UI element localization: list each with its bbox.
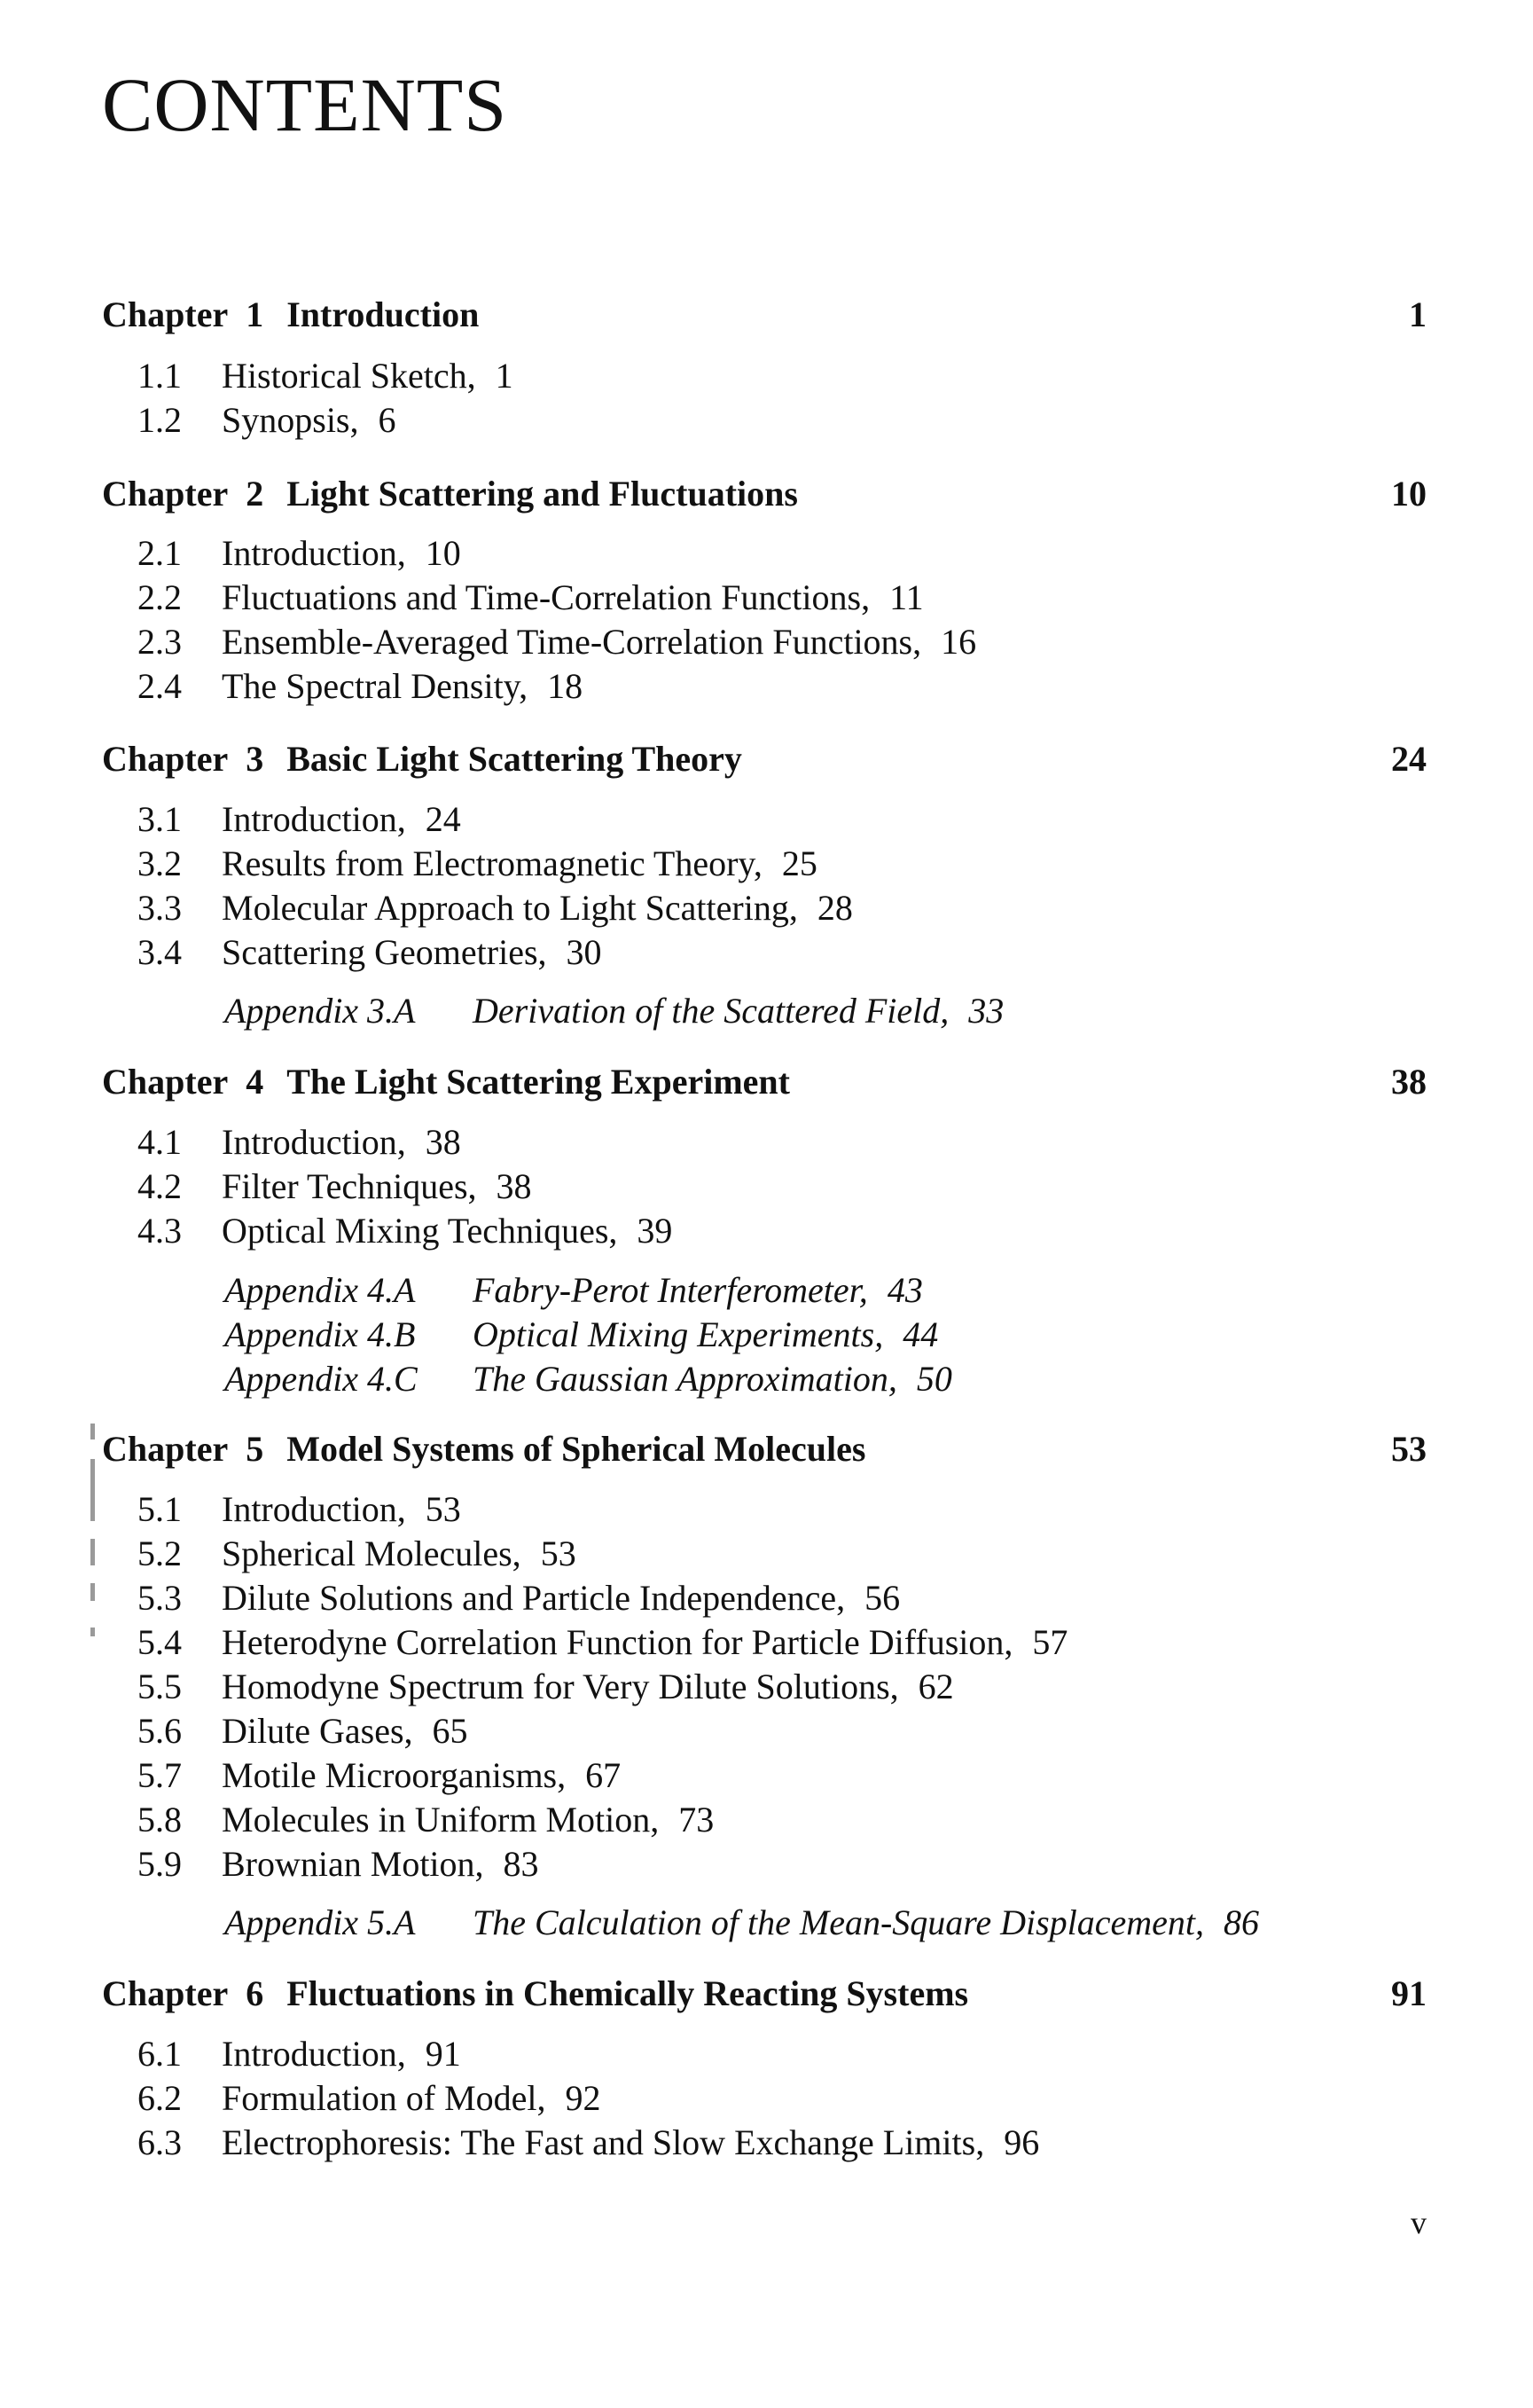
- appendix-label: Appendix 4.C: [224, 1359, 418, 1399]
- section-entry: [137, 666, 583, 706]
- section-title: Results from Electromagnetic Theory,: [222, 843, 763, 883]
- section-page: 30: [566, 932, 602, 972]
- section-page: 57: [1032, 1622, 1068, 1662]
- chapter-title: Fluctuations in Chemically Reacting Systems: [286, 1973, 969, 2013]
- chapter-number: 3: [246, 739, 264, 779]
- chapter-number: 6: [246, 1973, 264, 2013]
- chapter-number: 4: [246, 1062, 264, 1102]
- chapter-word: Chapter: [102, 739, 229, 779]
- chapter-title: Model Systems of Spherical Molecules: [286, 1429, 866, 1469]
- section-title: Spherical Molecules,: [222, 1533, 521, 1573]
- chapter-heading-4: [102, 1064, 1427, 1100]
- appendix-label: Appendix 5.A: [224, 1902, 416, 1942]
- page-title: CONTENTS: [102, 62, 508, 147]
- section-number: 2.1: [137, 533, 182, 573]
- section-entry: [137, 799, 461, 839]
- section-entry: [137, 2036, 461, 2072]
- section-title: Formulation of Model,: [222, 2078, 546, 2118]
- section-title: Fluctuations and Time-Correlation Functions,: [222, 577, 871, 617]
- appendix-label: Appendix 4.A: [224, 1270, 416, 1310]
- appendix-page: 86: [1224, 1902, 1260, 1942]
- section-title: Ensemble-Averaged Time-Correlation Functions,: [222, 622, 922, 662]
- section-entry: [137, 932, 602, 972]
- section-number: 2.3: [137, 622, 182, 662]
- section-number: 5.4: [137, 1622, 182, 1662]
- section-page: 11: [889, 577, 924, 617]
- section-entry: [137, 1669, 954, 1705]
- section-page: 16: [941, 622, 977, 662]
- section-entry: [137, 1802, 714, 1838]
- section-title: Molecular Approach to Light Scattering,: [222, 888, 798, 928]
- section-page: 91: [425, 2034, 461, 2074]
- section-number: 6.3: [137, 2122, 182, 2162]
- appendix-title: Derivation of the Scattered Field,: [473, 991, 950, 1031]
- appendix-title: The Calculation of the Mean-Square Displacement,: [473, 1902, 1205, 1942]
- section-title: Introduction,: [222, 1489, 406, 1529]
- chapter-word: Chapter: [102, 294, 229, 334]
- chapter-word: Chapter: [102, 1429, 229, 1469]
- section-entry: [137, 1166, 532, 1206]
- section-number: 3.2: [137, 843, 182, 883]
- section-page: 53: [540, 1533, 576, 1573]
- appendix-entry: [224, 1361, 952, 1397]
- section-number: 5.2: [137, 1533, 182, 1573]
- appendix-page: 44: [903, 1314, 939, 1354]
- chapter-page: 53: [1391, 1429, 1427, 1469]
- section-page: 24: [425, 799, 461, 839]
- section-entry: [137, 1844, 539, 1884]
- appendix-title: The Gaussian Approximation,: [473, 1359, 897, 1399]
- section-number: 4.3: [137, 1211, 182, 1251]
- section-number: 5.6: [137, 1711, 182, 1751]
- section-page: 38: [425, 1122, 461, 1162]
- section-number: 5.7: [137, 1755, 182, 1795]
- section-number: 1.2: [137, 400, 182, 440]
- chapter-title: Introduction: [286, 294, 480, 334]
- appendix-entry: [224, 993, 1004, 1029]
- section-page: 83: [503, 1844, 539, 1884]
- section-page: 1: [495, 356, 513, 396]
- chapter-title: The Light Scattering Experiment: [286, 1062, 790, 1102]
- section-title: Introduction,: [222, 533, 406, 573]
- chapter-title: Light Scattering and Fluctuations: [286, 474, 798, 514]
- section-title: Molecules in Uniform Motion,: [222, 1800, 660, 1839]
- section-page: 67: [585, 1755, 622, 1795]
- section-title: Synopsis,: [222, 400, 359, 440]
- appendix-page: 50: [916, 1359, 952, 1399]
- section-entry: [137, 1489, 461, 1529]
- section-title: Heterodyne Correlation Function for Particle Diffusion,: [222, 1622, 1013, 1662]
- section-number: 6.2: [137, 2078, 182, 2118]
- chapter-heading-5: [102, 1431, 1427, 1467]
- section-entry: [137, 2122, 1040, 2162]
- section-number: 3.3: [137, 888, 182, 928]
- section-page: 38: [496, 1166, 532, 1206]
- chapter-number: 2: [246, 474, 264, 514]
- section-entry: [137, 624, 976, 660]
- section-page: 56: [864, 1578, 901, 1618]
- chapter-heading-6: [102, 1973, 1427, 2013]
- appendix-title: Fabry-Perot Interferometer,: [473, 1270, 868, 1310]
- section-entry: [137, 843, 817, 883]
- section-page: 92: [565, 2078, 601, 2118]
- section-title: Brownian Motion,: [222, 1844, 484, 1884]
- section-title: Motile Microorganisms,: [222, 1755, 567, 1795]
- section-number: 3.1: [137, 799, 182, 839]
- page-number: v: [1411, 2205, 1427, 2240]
- chapter-number: 5: [246, 1429, 264, 1469]
- chapter-heading-1: [102, 294, 1427, 334]
- section-title: Electrophoresis: The Fast and Slow Exchange Limits,: [222, 2122, 985, 2162]
- section-entry: [137, 577, 924, 617]
- section-number: 2.4: [137, 666, 182, 706]
- section-page: 28: [817, 888, 853, 928]
- section-entry: [137, 1711, 468, 1751]
- section-page: 39: [637, 1211, 673, 1251]
- section-page: 53: [425, 1489, 461, 1529]
- chapter-word: Chapter: [102, 474, 229, 514]
- section-number: 5.3: [137, 1578, 182, 1618]
- section-page: 65: [432, 1711, 468, 1751]
- appendix-label: Appendix 3.A: [224, 991, 416, 1031]
- section-number: 2.2: [137, 577, 182, 617]
- appendix-page: 43: [887, 1270, 923, 1310]
- section-number: 4.1: [137, 1122, 182, 1162]
- section-number: 6.1: [137, 2034, 182, 2074]
- section-title: Filter Techniques,: [222, 1166, 477, 1206]
- section-entry: [137, 358, 513, 394]
- section-page: 6: [378, 400, 396, 440]
- section-title: Homodyne Spectrum for Very Dilute Solutions,: [222, 1667, 899, 1706]
- section-number: 5.1: [137, 1489, 182, 1529]
- section-entry: [137, 1622, 1068, 1662]
- section-entry: [137, 1580, 900, 1616]
- appendix-entry: [224, 1270, 923, 1310]
- appendix-label: Appendix 4.B: [224, 1314, 416, 1354]
- section-title: The Spectral Density,: [222, 666, 528, 706]
- section-title: Dilute Solutions and Particle Independence,: [222, 1578, 846, 1618]
- section-entry: [137, 890, 853, 926]
- chapter-heading-3: [102, 741, 1427, 777]
- section-page: 73: [678, 1800, 715, 1839]
- section-number: 3.4: [137, 932, 182, 972]
- appendix-entry: [224, 1902, 1260, 1942]
- section-title: Historical Sketch,: [222, 356, 476, 396]
- section-entry: [137, 1755, 622, 1795]
- section-title: Scattering Geometries,: [222, 932, 547, 972]
- section-title: Introduction,: [222, 1122, 406, 1162]
- section-title: Optical Mixing Techniques,: [222, 1211, 618, 1251]
- section-page: 25: [781, 843, 817, 883]
- section-entry: [137, 1213, 672, 1249]
- section-entry: [137, 1533, 576, 1573]
- section-page: 10: [425, 533, 461, 573]
- section-title: Dilute Gases,: [222, 1711, 413, 1751]
- section-entry: [137, 1122, 461, 1162]
- section-number: 1.1: [137, 356, 182, 396]
- section-entry: [137, 400, 396, 440]
- chapter-page: 91: [1391, 1973, 1427, 2013]
- section-number: 4.2: [137, 1166, 182, 1206]
- section-title: Introduction,: [222, 2034, 406, 2074]
- appendix-entry: [224, 1314, 939, 1354]
- section-page: 62: [918, 1667, 954, 1706]
- chapter-page: 10: [1391, 474, 1427, 514]
- section-entry: [137, 533, 461, 573]
- chapter-page: 24: [1391, 739, 1427, 779]
- chapter-title: Basic Light Scattering Theory: [286, 739, 742, 779]
- section-number: 5.8: [137, 1800, 182, 1839]
- section-page: 96: [1004, 2122, 1040, 2162]
- chapter-word: Chapter: [102, 1973, 229, 2013]
- chapter-heading-2: [102, 476, 1427, 512]
- chapter-number: 1: [246, 294, 264, 334]
- section-page: 18: [547, 666, 583, 706]
- scan-specks: [90, 1424, 98, 1654]
- appendix-page: 33: [968, 991, 1005, 1031]
- section-title: Introduction,: [222, 799, 406, 839]
- chapter-page: 38: [1391, 1062, 1427, 1102]
- section-number: 5.5: [137, 1667, 182, 1706]
- section-number: 5.9: [137, 1844, 182, 1884]
- chapter-word: Chapter: [102, 1062, 229, 1102]
- appendix-title: Optical Mixing Experiments,: [473, 1314, 884, 1354]
- section-entry: [137, 2078, 601, 2118]
- chapter-page: 1: [1409, 294, 1427, 334]
